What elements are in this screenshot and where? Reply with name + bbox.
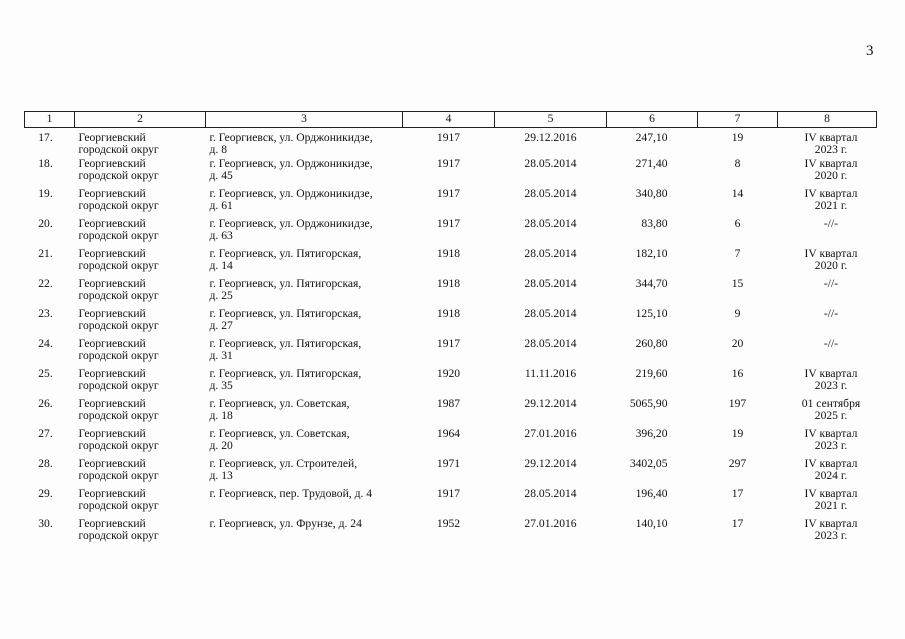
date-cell: 29.12.2014 (524, 397, 577, 410)
municipality-cell (75, 188, 206, 218)
municipality-line-2: городской округ (78, 143, 159, 157)
address-line-1: г. Георгиевск, ул. Строителей, (209, 457, 358, 470)
table-row (25, 308, 877, 338)
municipality-cell (75, 248, 206, 278)
municipality-cell (75, 338, 206, 368)
year-built-cell: 1918 (436, 307, 461, 320)
row-number: 25. (38, 367, 53, 380)
address-line-1: г. Георгиевск, ул. Орджоникидзе, (209, 157, 373, 170)
year-built-cell: 1918 (436, 277, 461, 290)
date-cell: 28.05.2014 (524, 337, 577, 350)
residents-cell: 19 (731, 131, 744, 144)
address-line-2: д. 63 (209, 229, 233, 243)
year-built-cell: 1917 (436, 487, 461, 500)
municipality-line-2: городской округ (78, 469, 159, 483)
municipality-cell (75, 368, 206, 398)
address-cell (206, 158, 403, 188)
address-cell (206, 368, 403, 398)
deadline-line-2: 2021 г. (814, 199, 848, 213)
year-built-cell: 1987 (436, 397, 461, 410)
area-cell: 196,40 (635, 487, 668, 500)
deadline-cell (778, 368, 877, 398)
residents-cell: 197 (728, 397, 747, 410)
year-built-cell: 1917 (436, 157, 461, 170)
year-built-cell: 1917 (436, 131, 461, 144)
municipality-line-2: городской округ (78, 379, 159, 393)
date-cell: 28.05.2014 (524, 217, 577, 230)
address-line-2: д. 27 (209, 319, 233, 333)
address-line-2: д. 14 (209, 259, 233, 273)
deadline-line-1: -//- (823, 277, 839, 290)
year-built-cell: 1920 (436, 367, 461, 380)
municipality-line-2: городской округ (78, 169, 159, 183)
deadline-cell (778, 218, 877, 248)
municipality-cell (75, 158, 206, 188)
deadline-cell (778, 518, 877, 548)
municipality-cell (75, 308, 206, 338)
deadline-cell (778, 128, 877, 159)
address-line-2: д. 35 (209, 379, 233, 393)
row-number: 27. (38, 427, 53, 440)
area-cell: 140,10 (635, 517, 668, 530)
deadline-line-1: -//- (823, 217, 839, 230)
address-line-2: д. 45 (209, 169, 233, 183)
deadline-line-1: IV квартал (804, 427, 858, 440)
municipality-line-1: Георгиевский (78, 307, 146, 320)
municipality-line-2: городской округ (78, 439, 159, 453)
residents-cell: 16 (731, 367, 744, 380)
address-cell (206, 248, 403, 278)
address-line-1: г. Георгиевск, ул. Советская, (209, 397, 350, 410)
deadline-cell (778, 158, 877, 188)
municipality-line-1: Георгиевский (78, 247, 146, 260)
deadline-line-1: IV квартал (804, 517, 858, 530)
address-line-1: г. Георгиевск, ул. Пятигорская, (209, 247, 362, 260)
row-number: 17. (38, 131, 53, 144)
row-number: 26. (38, 397, 53, 410)
deadline-line-2: 2021 г. (814, 499, 848, 513)
year-built-cell: 1964 (436, 427, 461, 440)
header-col-5: 5 (495, 112, 607, 128)
address-line-1: г. Георгиевск, пер. Трудовой, д. 4 (209, 487, 373, 500)
area-cell: 247,10 (635, 131, 668, 144)
address-line-1: г. Георгиевск, ул. Пятигорская, (209, 367, 362, 380)
address-cell (206, 338, 403, 368)
deadline-cell (778, 188, 877, 218)
municipality-line-1: Георгиевский (78, 457, 146, 470)
deadline-line-1: IV квартал (804, 457, 858, 470)
municipality-line-2: городской округ (78, 499, 159, 513)
deadline-cell (778, 458, 877, 488)
address-line-2: д. 13 (209, 469, 233, 483)
deadline-line-1: IV квартал (804, 131, 858, 144)
row-number: 21. (38, 247, 53, 260)
municipality-cell (75, 128, 206, 159)
header-row (25, 112, 877, 128)
table-row (25, 218, 877, 248)
row-number: 19. (38, 187, 53, 200)
table-header (25, 112, 877, 128)
address-line-1: г. Георгиевск, ул. Орджоникидзе, (209, 187, 373, 200)
address-line-2: д. 25 (209, 289, 233, 303)
municipality-line-1: Георгиевский (78, 517, 146, 530)
address-cell (206, 488, 403, 518)
table-row (25, 428, 877, 458)
deadline-line-2: 2024 г. (814, 469, 848, 483)
date-cell: 28.05.2014 (524, 277, 577, 290)
address-line-1: г. Георгиевск, ул. Советская, (209, 427, 350, 440)
address-line-1: г. Георгиевск, ул. Орджоникидзе, (209, 217, 373, 230)
table-row (25, 458, 877, 488)
date-cell: 28.05.2014 (524, 487, 577, 500)
municipality-line-1: Георгиевский (78, 157, 146, 170)
municipality-line-2: городской округ (78, 289, 159, 303)
housing-registry-table (24, 111, 877, 548)
municipality-cell (75, 488, 206, 518)
table-body (25, 128, 877, 549)
deadline-line-1: IV квартал (804, 157, 858, 170)
deadline-line-2: 2020 г. (814, 169, 848, 183)
municipality-line-2: городской округ (78, 259, 159, 273)
year-built-cell: 1918 (436, 247, 461, 260)
area-cell: 83,80 (641, 217, 668, 230)
table-row (25, 518, 877, 548)
header-col-4: 4 (403, 112, 495, 128)
header-col-8: 8 (778, 112, 877, 128)
residents-cell: 20 (731, 337, 744, 350)
address-line-2: д. 61 (209, 199, 233, 213)
municipality-cell (75, 278, 206, 308)
residents-cell: 7 (734, 247, 741, 260)
table-row (25, 248, 877, 278)
deadline-line-1: IV квартал (804, 367, 858, 380)
address-cell (206, 218, 403, 248)
address-line-2: д. 31 (209, 349, 233, 363)
table-row (25, 338, 877, 368)
area-cell: 344,70 (635, 277, 668, 290)
residents-cell: 17 (731, 517, 744, 530)
table-row (25, 488, 877, 518)
address-line-1: г. Георгиевск, ул. Орджоникидзе, (209, 131, 373, 144)
address-line-2: д. 18 (209, 409, 233, 423)
municipality-line-2: городской округ (78, 229, 159, 243)
municipality-line-2: городской округ (78, 319, 159, 333)
municipality-line-1: Георгиевский (78, 337, 146, 350)
header-col-7: 7 (698, 112, 778, 128)
area-cell: 182,10 (635, 247, 668, 260)
municipality-line-1: Георгиевский (78, 397, 146, 410)
row-number: 18. (38, 157, 53, 170)
table-row (25, 278, 877, 308)
date-cell: 28.05.2014 (524, 247, 577, 260)
deadline-line-1: -//- (823, 307, 839, 320)
address-cell (206, 398, 403, 428)
residents-cell: 17 (731, 487, 744, 500)
area-cell: 3402,05 (629, 457, 668, 470)
row-number: 28. (38, 457, 53, 470)
area-cell: 271,40 (635, 157, 668, 170)
year-built-cell: 1952 (436, 517, 461, 530)
municipality-cell (75, 398, 206, 428)
deadline-line-1: 01 сентября (801, 397, 861, 410)
residents-cell: 9 (734, 307, 741, 320)
row-number: 23. (38, 307, 53, 320)
header-col-6: 6 (607, 112, 698, 128)
address-cell (206, 458, 403, 488)
deadline-line-2: 2020 г. (814, 259, 848, 273)
municipality-line-2: городской округ (78, 349, 159, 363)
municipality-line-1: Георгиевский (78, 277, 146, 290)
deadline-line-1: IV квартал (804, 187, 858, 200)
address-line-1: г. Георгиевск, ул. Пятигорская, (209, 337, 362, 350)
address-line-2: д. 8 (209, 143, 227, 157)
year-built-cell: 1971 (436, 457, 461, 470)
table-row (25, 368, 877, 398)
date-cell: 28.05.2014 (524, 157, 577, 170)
area-cell: 340,80 (635, 187, 668, 200)
municipality-cell (75, 428, 206, 458)
row-number: 29. (38, 487, 53, 500)
area-cell: 125,10 (635, 307, 668, 320)
municipality-line-1: Георгиевский (78, 131, 146, 144)
date-cell: 29.12.2014 (524, 457, 577, 470)
deadline-line-2: 2023 г. (814, 529, 848, 543)
date-cell: 11.11.2016 (524, 367, 577, 380)
deadline-cell (778, 338, 877, 368)
area-cell: 396,20 (635, 427, 668, 440)
row-number: 24. (38, 337, 53, 350)
deadline-line-1: -//- (823, 337, 839, 350)
municipality-cell (75, 458, 206, 488)
municipality-line-1: Георгиевский (78, 217, 146, 230)
residents-cell: 297 (728, 457, 747, 470)
date-cell: 28.05.2014 (524, 187, 577, 200)
residents-cell: 15 (731, 277, 744, 290)
deadline-cell (778, 278, 877, 308)
deadline-cell (778, 308, 877, 338)
address-line-2: д. 20 (209, 439, 233, 453)
address-cell (206, 518, 403, 548)
year-built-cell: 1917 (436, 337, 461, 350)
deadline-line-1: IV квартал (804, 487, 858, 500)
deadline-line-1: IV квартал (804, 247, 858, 260)
municipality-line-2: городской округ (78, 529, 159, 543)
row-number: 20. (38, 217, 53, 230)
deadline-cell (778, 248, 877, 278)
residents-cell: 19 (731, 427, 744, 440)
page-number: 3 (866, 43, 874, 59)
address-cell (206, 188, 403, 218)
header-col-3: 3 (206, 112, 403, 128)
table-row (25, 398, 877, 428)
address-cell (206, 308, 403, 338)
address-line-1: г. Георгиевск, ул. Пятигорская, (209, 307, 362, 320)
municipality-line-1: Георгиевский (78, 367, 146, 380)
area-cell: 219,60 (635, 367, 668, 380)
deadline-line-2: 2023 г. (814, 379, 848, 393)
residents-cell: 6 (734, 217, 741, 230)
address-cell (206, 128, 403, 159)
residents-cell: 8 (734, 157, 741, 170)
row-number: 30. (38, 517, 53, 530)
area-cell: 260,80 (635, 337, 668, 350)
municipality-line-2: городской округ (78, 409, 159, 423)
year-built-cell: 1917 (436, 187, 461, 200)
municipality-line-1: Георгиевский (78, 187, 146, 200)
date-cell: 29.12.2016 (524, 131, 577, 144)
area-cell: 5065,90 (629, 397, 668, 410)
deadline-cell (778, 398, 877, 428)
municipality-cell (75, 518, 206, 548)
address-cell (206, 428, 403, 458)
address-line-1: г. Георгиевск, ул. Пятигорская, (209, 277, 362, 290)
table-row (25, 158, 877, 188)
municipality-cell (75, 218, 206, 248)
deadline-line-2: 2023 г. (814, 143, 848, 157)
deadline-cell (778, 428, 877, 458)
table-row (25, 188, 877, 218)
table-row (25, 128, 877, 159)
address-line-1: г. Георгиевск, ул. Фрунзе, д. 24 (209, 517, 362, 530)
municipality-line-1: Георгиевский (78, 487, 146, 500)
deadline-line-2: 2023 г. (814, 439, 848, 453)
date-cell: 27.01.2016 (524, 427, 577, 440)
date-cell: 28.05.2014 (524, 307, 577, 320)
row-number: 22. (38, 277, 53, 290)
header-col-1: 1 (25, 112, 75, 128)
residents-cell: 14 (731, 187, 744, 200)
year-built-cell: 1917 (436, 217, 461, 230)
municipality-line-1: Георгиевский (78, 427, 146, 440)
municipality-line-2: городской округ (78, 199, 159, 213)
header-col-2: 2 (75, 112, 206, 128)
deadline-line-2: 2025 г. (814, 409, 848, 423)
address-cell (206, 278, 403, 308)
date-cell: 27.01.2016 (524, 517, 577, 530)
deadline-cell (778, 488, 877, 518)
